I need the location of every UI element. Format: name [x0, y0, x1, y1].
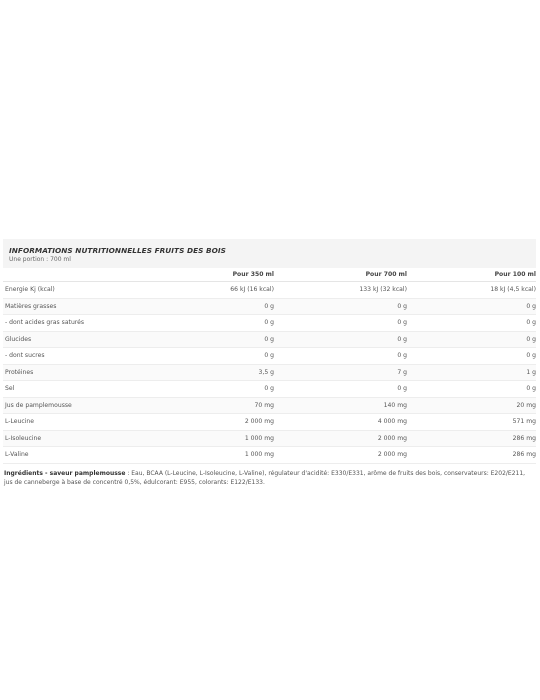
table-row: [3, 414, 536, 431]
cell-value: 0 g: [264, 385, 274, 392]
cell-value: 66 kJ (16 kcal): [230, 286, 274, 293]
cell-value: 2 000 mg: [244, 418, 274, 425]
table-row: [3, 431, 536, 448]
row-label: - dont sucres: [5, 352, 45, 359]
cell-value: 1 000 mg: [244, 434, 274, 442]
table-row: [3, 365, 536, 382]
cell-value: 0 g: [526, 319, 536, 326]
cell-value: 7 g: [397, 368, 407, 376]
cell-value: 0 g: [264, 335, 274, 343]
row-label: Glucides: [5, 335, 32, 343]
cell-value: 0 g: [397, 302, 407, 310]
row-label: L-Leucine: [5, 418, 35, 425]
nutrition-panel: [3, 239, 536, 488]
table-title: INFORMATIONS NUTRITIONNELLES FRUITS DES BOIS: [9, 246, 226, 255]
row-label: L-Valine: [5, 451, 29, 458]
table-row: [3, 398, 536, 415]
cell-value: 0 g: [264, 352, 274, 359]
cell-value: 0 g: [397, 385, 407, 392]
cell-value: 1 000 mg: [244, 451, 274, 458]
cell-value: 0 g: [264, 302, 274, 310]
cell-value: 0 g: [526, 302, 536, 310]
row-label: L-Isoleucine: [5, 434, 42, 442]
column-header-row: [3, 268, 536, 282]
ingredients-label: Ingrédients - saveur pamplemousse: [4, 469, 126, 477]
cell-value: 18 kJ (4,5 kcal): [490, 286, 536, 293]
cell-value: 0 g: [397, 319, 407, 326]
cell-value: 70 mg: [254, 401, 274, 409]
cell-value: 0 g: [526, 385, 536, 392]
table-row: [3, 348, 536, 365]
table-row: [3, 315, 536, 332]
ingredients-list: : Eau, BCAA (L-Leucine, L-Isoleucine, L-Valine), régulateur d'acidité: E330/E331, arôme de fruits des bois, conservateurs: E202/E211, jus de canneberge à base de concentré 0,5%, édulcorant: E955, colorants: E122/E133.: [4, 469, 526, 486]
column-header: Pour 100 ml: [494, 271, 536, 278]
row-label: Energie Kj (kcal): [5, 286, 55, 293]
table-row: [3, 332, 536, 349]
row-label: Jus de pamplemousse: [5, 401, 72, 409]
row-label: Matières grasses: [5, 302, 57, 310]
cell-value: 2 000 mg: [377, 451, 407, 458]
cell-value: 286 mg: [512, 451, 536, 458]
row-label: - dont acides gras saturés: [5, 319, 85, 326]
table-header: [3, 239, 536, 268]
cell-value: 2 000 mg: [377, 434, 407, 442]
cell-value: 133 kJ (32 kcal): [359, 286, 407, 293]
cell-value: 571 mg: [512, 418, 536, 425]
row-label: Protéines: [5, 368, 34, 376]
cell-value: 20 mg: [516, 401, 536, 409]
table-row: [3, 447, 536, 464]
ingredients-text: [3, 469, 534, 488]
table-row: [3, 381, 536, 398]
table-row: [3, 299, 536, 316]
cell-value: 286 mg: [512, 434, 536, 442]
cell-value: 140 mg: [383, 401, 407, 409]
row-label: Sel: [5, 385, 15, 392]
cell-value: 3,5 g: [258, 368, 274, 376]
cell-value: 0 g: [397, 335, 407, 343]
cell-value: 1 g: [526, 368, 536, 376]
cell-value: 0 g: [526, 335, 536, 343]
column-header: Pour 350 ml: [232, 271, 274, 278]
table-row: [3, 282, 536, 299]
cell-value: 4 000 mg: [377, 418, 407, 425]
serving-size: Une portion : 700 ml: [9, 256, 71, 263]
cell-value: 0 g: [526, 352, 536, 359]
cell-value: 0 g: [397, 352, 407, 359]
column-header: Pour 700 ml: [365, 271, 407, 278]
cell-value: 0 g: [264, 319, 274, 326]
